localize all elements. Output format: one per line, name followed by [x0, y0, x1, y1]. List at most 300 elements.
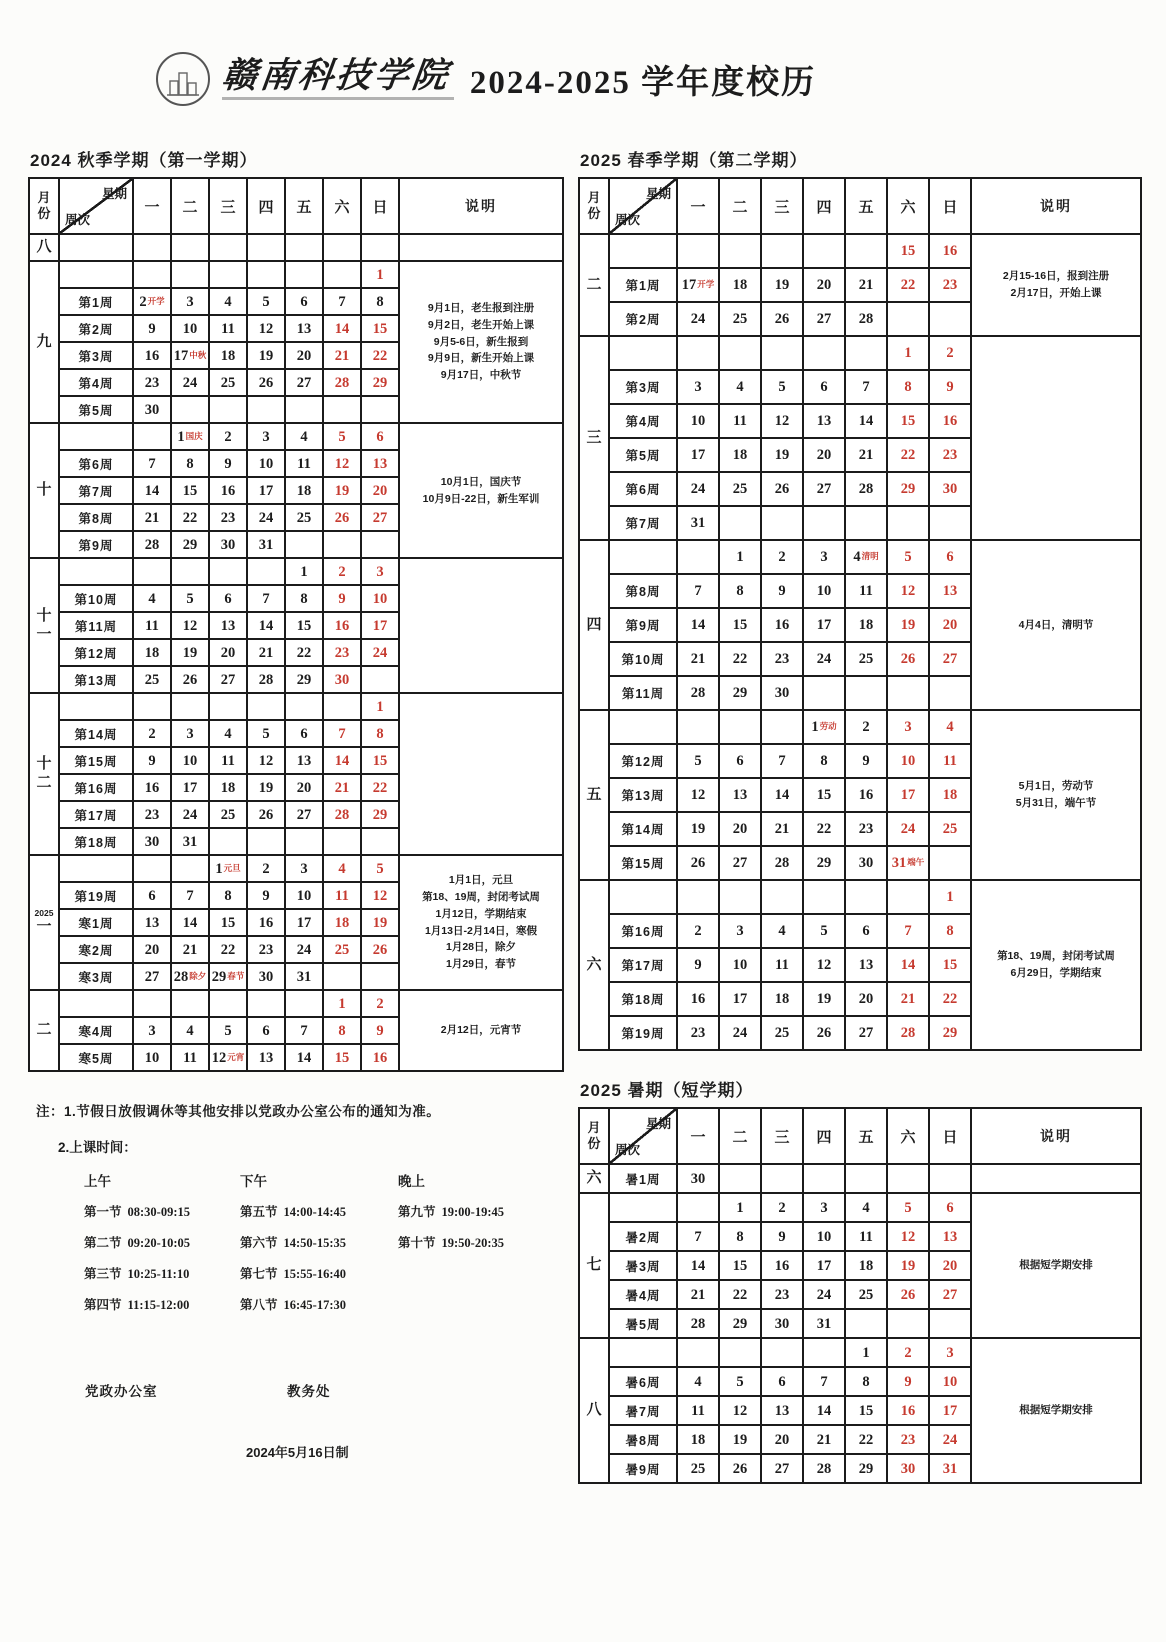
date-cell: [845, 472, 887, 506]
week-label: 第14周: [609, 812, 677, 846]
week-label: 第12周: [609, 744, 677, 778]
date-number: 10: [690, 413, 706, 429]
date-number: 31: [690, 515, 706, 531]
date-cell: [323, 963, 361, 990]
month-group: [579, 880, 1141, 1050]
date-cell: [929, 710, 971, 744]
remark-column-header: 说明: [399, 178, 563, 234]
date-number: 15: [220, 914, 236, 931]
date-cell: [133, 1017, 171, 1044]
weekday-corner-label: 星期: [101, 187, 127, 201]
date-number: 1: [862, 1344, 870, 1361]
week-label: 第18周: [59, 828, 133, 855]
month-label: 四: [579, 540, 609, 710]
date-number: 20: [942, 1257, 958, 1274]
month-label: 2025 一: [29, 855, 59, 990]
date-cell: [285, 801, 323, 828]
date-cell: [677, 302, 719, 336]
date-number: 26: [334, 509, 350, 526]
week-label: 寒5周: [59, 1044, 133, 1071]
date-number: 26: [690, 855, 706, 871]
date-number: 10: [182, 320, 198, 337]
week-label: 第9周: [609, 608, 677, 642]
month-label: 三: [579, 336, 609, 540]
date-number: 2: [694, 923, 702, 939]
date-cell: [171, 288, 209, 315]
date-cell: [323, 396, 361, 423]
date-cell: [171, 234, 209, 261]
date-number: 27: [220, 671, 236, 688]
date-cell: [719, 1425, 761, 1454]
date-cell: [761, 506, 803, 540]
date-cell: [719, 472, 761, 506]
date-cell: [761, 846, 803, 880]
date-number: 22: [900, 447, 916, 463]
week-label: 第10周: [59, 585, 133, 612]
date-cell: [209, 450, 247, 477]
date-cell: [803, 268, 845, 302]
week-label: 暑7周: [609, 1396, 677, 1425]
date-number: 15: [182, 482, 198, 499]
date-number: 8: [300, 590, 308, 607]
date-number: 17: [942, 1402, 958, 1419]
weekday-header: 日: [929, 178, 971, 234]
date-number: 29: [732, 1315, 748, 1332]
date-cell: [761, 1280, 803, 1309]
date-cell: [803, 948, 845, 982]
remark-line: 2月15-16日，报到注册: [1002, 270, 1110, 283]
date-cell: [133, 855, 171, 882]
date-number: 8: [862, 1373, 870, 1390]
date-number: 10: [900, 753, 916, 769]
holiday-annotation: 清明: [861, 551, 879, 561]
remark-column-header: 说明: [971, 1108, 1141, 1164]
date-cell: [323, 990, 361, 1017]
week-label: 暑6周: [609, 1367, 677, 1396]
date-cell: [719, 1396, 761, 1425]
date-cell: [209, 342, 247, 369]
date-cell: [677, 1338, 719, 1367]
date-cell: [887, 370, 929, 404]
date-number: 1: [177, 428, 185, 445]
date-number: 20: [816, 447, 832, 463]
date-cell: [803, 812, 845, 846]
date-number: 21: [690, 651, 706, 667]
date-cell: [133, 1044, 171, 1071]
date-number: 19: [258, 347, 274, 364]
date-cell: [247, 450, 285, 477]
date-cell: [719, 642, 761, 676]
date-number: 6: [376, 428, 384, 445]
date-cell: [845, 1251, 887, 1280]
date-cell: [761, 1193, 803, 1222]
date-number: 12: [372, 887, 388, 904]
date-cell: [133, 234, 171, 261]
date-cell: [845, 1454, 887, 1483]
calendar-row: [29, 234, 563, 261]
date-cell: [719, 778, 761, 812]
date-number: 29: [732, 685, 748, 701]
date-number: 14: [334, 752, 350, 769]
date-cell: [929, 234, 971, 268]
date-number: 27: [296, 806, 312, 823]
date-number: 18: [220, 779, 236, 796]
month-group: [29, 261, 563, 423]
date-number: 2: [262, 860, 270, 877]
week-label: 暑3周: [609, 1251, 677, 1280]
date-number: 8: [186, 455, 194, 472]
date-number: 25: [690, 1460, 706, 1477]
date-cell: [761, 1396, 803, 1425]
weekday-header: 五: [845, 1108, 887, 1164]
weekday-week-corner: [609, 178, 677, 234]
date-number: 4: [186, 1022, 194, 1039]
date-cell: [323, 450, 361, 477]
date-number: 3: [376, 563, 384, 580]
date-cell: [929, 1251, 971, 1280]
date-number: 10: [182, 752, 198, 769]
date-cell: [677, 778, 719, 812]
date-number: 2: [946, 345, 954, 361]
date-cell: [171, 693, 209, 720]
date-number: 30: [690, 1170, 706, 1187]
period-time: 11:15-12:00: [127, 1298, 190, 1312]
date-cell: [133, 531, 171, 558]
date-number: 15: [858, 1402, 874, 1419]
remark-cell: [399, 990, 563, 1071]
date-number: 17: [173, 347, 189, 364]
date-number: 13: [296, 320, 312, 337]
week-label: 第2周: [59, 315, 133, 342]
date-number: 27: [942, 1286, 958, 1303]
date-cell: [133, 396, 171, 423]
weekday-header: 二: [719, 178, 761, 234]
date-number: 1: [904, 345, 912, 361]
footer-office-party: 党政办公室: [85, 1384, 158, 1399]
week-label: 寒2周: [59, 936, 133, 963]
date-cell: [929, 1454, 971, 1483]
date-cell: [171, 369, 209, 396]
date-cell: [887, 880, 929, 914]
week-label: [59, 423, 133, 450]
date-cell: [677, 1425, 719, 1454]
calendar-row: [29, 693, 563, 720]
date-cell: [803, 676, 845, 710]
weekday-header: 日: [929, 1108, 971, 1164]
date-number: 13: [816, 413, 832, 429]
month-group: [579, 1338, 1141, 1483]
date-cell: [171, 882, 209, 909]
calendar-row: [579, 540, 1141, 574]
date-cell: [247, 909, 285, 936]
date-cell: [285, 774, 323, 801]
weekday-corner-label: 星期: [645, 1117, 671, 1131]
date-number: 24: [816, 651, 832, 667]
date-cell: [133, 828, 171, 855]
date-number: 13: [942, 1228, 958, 1245]
month-column-header: 月 份: [29, 178, 59, 234]
date-cell: [803, 880, 845, 914]
period-label: 第三节: [84, 1267, 122, 1281]
date-number: 30: [144, 401, 160, 418]
date-cell: [247, 774, 285, 801]
date-number: 9: [262, 887, 270, 904]
date-cell: [929, 1396, 971, 1425]
date-cell: [887, 914, 929, 948]
calendar-row: [579, 1338, 1141, 1367]
date-number: 26: [732, 1460, 748, 1477]
date-cell: [285, 261, 323, 288]
date-number: 10: [296, 887, 312, 904]
date-cell: [719, 744, 761, 778]
date-number: 25: [942, 821, 958, 837]
date-cell: [761, 404, 803, 438]
date-number: 2: [139, 293, 147, 310]
date-number: 29: [372, 806, 388, 823]
date-cell: [209, 234, 247, 261]
date-number: 29: [296, 671, 312, 688]
week-label: 第5周: [59, 396, 133, 423]
date-cell: [171, 963, 209, 990]
date-number: 10: [258, 455, 274, 472]
month-label: 二: [579, 234, 609, 336]
date-number: 22: [372, 779, 388, 796]
period-time: 10:25-11:10: [127, 1267, 190, 1281]
date-number: 17: [296, 914, 312, 931]
date-number: 14: [258, 617, 274, 634]
date-cell: [887, 1222, 929, 1251]
date-number: 20: [942, 617, 958, 633]
date-number: 29: [211, 968, 227, 985]
date-number: 12: [774, 413, 790, 429]
date-cell: [803, 846, 845, 880]
date-number: 1: [300, 563, 308, 580]
date-cell: [133, 450, 171, 477]
schedule-item: [240, 1295, 398, 1313]
date-number: 25: [296, 509, 312, 526]
date-number: 24: [182, 374, 198, 391]
date-cell: [887, 812, 929, 846]
date-number: 5: [904, 1199, 912, 1216]
date-number: 23: [774, 651, 790, 667]
date-number: 5: [820, 923, 828, 939]
week-label: [609, 880, 677, 914]
date-cell: [323, 666, 361, 693]
date-cell: [803, 404, 845, 438]
date-cell: [209, 801, 247, 828]
week-label: [609, 1338, 677, 1367]
date-cell: [285, 855, 323, 882]
date-number: 12: [182, 617, 198, 634]
date-cell: [887, 608, 929, 642]
date-cell: [887, 268, 929, 302]
date-number: 13: [858, 957, 874, 973]
date-number: 27: [144, 968, 160, 985]
date-number: 9: [778, 1228, 786, 1245]
week-label: 寒1周: [59, 909, 133, 936]
date-cell: [887, 642, 929, 676]
date-number: 31: [296, 968, 312, 985]
date-number: 12: [816, 957, 832, 973]
date-cell: [171, 1017, 209, 1044]
schedule-item: [84, 1295, 240, 1313]
date-number: 1: [811, 719, 819, 735]
period-label: 第七节: [240, 1267, 278, 1281]
week-label: [59, 558, 133, 585]
date-cell: [323, 909, 361, 936]
date-number: 30: [144, 833, 160, 850]
remark-cell: [971, 234, 1141, 336]
week-label: 暑2周: [609, 1222, 677, 1251]
date-number: 21: [858, 447, 874, 463]
date-cell: [285, 531, 323, 558]
date-number: 23: [690, 1025, 706, 1041]
date-cell: [133, 342, 171, 369]
date-cell: [285, 288, 323, 315]
remark-line: 9月17日，中秋节: [440, 369, 522, 382]
week-corner-label: 周次: [615, 213, 641, 227]
date-cell: [929, 846, 971, 880]
date-number: 25: [220, 374, 236, 391]
date-cell: [285, 639, 323, 666]
date-cell: [171, 450, 209, 477]
date-cell: [803, 1396, 845, 1425]
date-cell: [285, 747, 323, 774]
date-cell: [323, 234, 361, 261]
date-cell: [209, 531, 247, 558]
date-cell: [929, 1367, 971, 1396]
holiday-annotation: 除夕: [189, 970, 207, 981]
holiday-annotation: 劳动: [819, 721, 837, 731]
date-cell: [133, 639, 171, 666]
date-cell: [285, 936, 323, 963]
date-cell: [133, 504, 171, 531]
date-cell: [761, 540, 803, 574]
date-number: 24: [732, 1025, 748, 1041]
remark-line: 1月1日，元旦: [448, 874, 514, 887]
date-number: 17: [816, 1257, 832, 1274]
week-label: 第15周: [59, 747, 133, 774]
date-cell: [323, 558, 361, 585]
date-cell: [761, 676, 803, 710]
date-number: 4: [338, 860, 346, 877]
date-cell: [929, 880, 971, 914]
holiday-note: 注：1.节假日放假调休等其他安排以党政办公室公布的通知为准。: [36, 1104, 441, 1119]
date-cell: [285, 234, 323, 261]
date-number: 27: [816, 481, 832, 497]
date-cell: [247, 234, 285, 261]
date-number: 8: [224, 887, 232, 904]
date-cell: [361, 504, 399, 531]
date-cell: [209, 990, 247, 1017]
date-number: 13: [732, 787, 748, 803]
date-number: 6: [148, 887, 156, 904]
month-label: 七: [579, 1193, 609, 1338]
week-label: 第2周: [609, 302, 677, 336]
date-cell: [929, 336, 971, 370]
date-number: 31: [816, 1315, 832, 1332]
remark-line: 10月1日，国庆节: [440, 475, 522, 488]
date-number: 13: [258, 1049, 274, 1066]
date-cell: [929, 1280, 971, 1309]
date-cell: [361, 990, 399, 1017]
date-cell: [887, 506, 929, 540]
date-number: 2: [862, 719, 870, 735]
date-number: 28: [144, 536, 160, 553]
week-label: 第6周: [609, 472, 677, 506]
date-number: 21: [690, 1286, 706, 1303]
date-cell: [761, 744, 803, 778]
date-cell: [285, 342, 323, 369]
date-cell: [719, 982, 761, 1016]
date-cell: [247, 477, 285, 504]
date-cell: [761, 1222, 803, 1251]
date-number: 15: [732, 1257, 748, 1274]
month-label: 二: [29, 990, 59, 1071]
schedule-item: [240, 1264, 398, 1282]
date-cell: [845, 438, 887, 472]
date-cell: [677, 472, 719, 506]
date-number: 28: [258, 671, 274, 688]
date-cell: [247, 855, 285, 882]
date-number: 8: [736, 583, 744, 599]
date-cell: [285, 477, 323, 504]
remark-line: 2月12日，元宵节: [440, 1024, 522, 1037]
week-label: 第18周: [609, 982, 677, 1016]
date-cell: [247, 423, 285, 450]
period-time: 19:00-19:45: [441, 1205, 505, 1219]
date-cell: [209, 504, 247, 531]
month-label: 十 一: [29, 558, 59, 693]
date-cell: [761, 812, 803, 846]
date-number: 11: [145, 617, 159, 634]
date-number: 11: [221, 320, 235, 337]
date-cell: [803, 982, 845, 1016]
date-number: 28: [690, 1315, 706, 1332]
date-cell: [929, 506, 971, 540]
date-number: 1: [376, 266, 384, 283]
date-number: 6: [224, 590, 232, 607]
weekday-header: 五: [285, 178, 323, 234]
date-cell: [677, 1193, 719, 1222]
date-cell: [719, 540, 761, 574]
date-cell: [929, 608, 971, 642]
date-cell: [845, 1425, 887, 1454]
month-group: [579, 1164, 1141, 1193]
date-number: 30: [258, 968, 274, 985]
weekday-header: 二: [171, 178, 209, 234]
calendar-row: [29, 423, 563, 450]
date-number: 4: [694, 1373, 702, 1390]
date-cell: [361, 720, 399, 747]
date-cell: [133, 693, 171, 720]
week-label: [609, 540, 677, 574]
date-number: 5: [262, 293, 270, 310]
date-cell: [719, 1454, 761, 1483]
date-cell: [247, 1017, 285, 1044]
date-cell: [845, 370, 887, 404]
remark-cell: [399, 234, 563, 261]
date-cell: [803, 914, 845, 948]
date-cell: [887, 744, 929, 778]
date-cell: [845, 574, 887, 608]
date-number: 5: [338, 428, 346, 445]
month-group: [29, 990, 563, 1071]
date-number: 5: [778, 379, 786, 395]
week-label: 第6周: [59, 450, 133, 477]
date-cell: [171, 342, 209, 369]
date-number: 17: [182, 779, 198, 796]
